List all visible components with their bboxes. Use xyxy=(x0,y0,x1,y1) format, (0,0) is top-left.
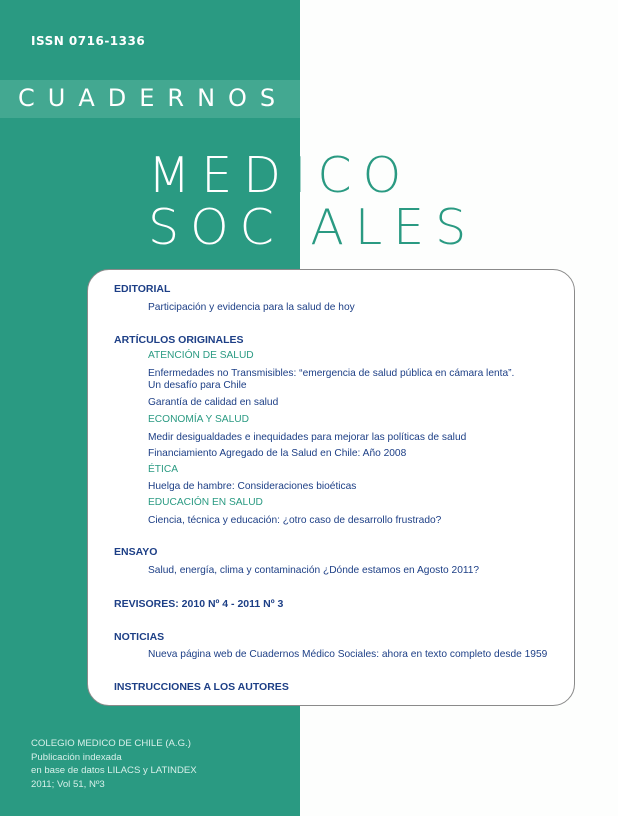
toc-item: Nueva página web de Cuadernos Médico Sociales: ahora en texto completo desde 1959 xyxy=(148,649,548,660)
subsection-educacion: EDUCACIÓN EN SALUD xyxy=(148,497,263,508)
title-line1-part-b: ICO xyxy=(291,147,413,204)
toc-item: Ciencia, técnica y educación: ¿otro caso de desarrollo frustrado? xyxy=(148,515,442,526)
title-line1-part-a: MED xyxy=(148,147,292,204)
subsection-economia: ECONOMÍA Y SALUD xyxy=(148,414,249,425)
toc-item: Participación y evidencia para la salud de hoy xyxy=(148,302,355,313)
title-line2-part-b: IALES xyxy=(284,199,478,256)
toc-item: Enfermedades no Transmisibles: “emergencia de salud pública en cámara lenta”. xyxy=(148,368,515,379)
issn-label: ISSN 0716-1336 xyxy=(31,34,146,48)
footer-volume: 2011; Vol 51, Nº3 xyxy=(31,778,105,790)
series-title: CUADERNOS xyxy=(18,84,289,112)
table-of-contents-box xyxy=(87,269,575,706)
section-revisores: REVISORES: 2010 Nº 4 - 2011 Nº 3 xyxy=(114,598,284,610)
section-articulos: ARTÍCULOS ORIGINALES xyxy=(114,334,244,346)
toc-item: Garantía de calidad en salud xyxy=(148,397,279,408)
toc-item: Financiamiento Agregado de la Salud en Chile: Año 2008 xyxy=(148,448,407,459)
toc-item: Huelga de hambre: Consideraciones bioéticas xyxy=(148,481,357,492)
subsection-etica: ÉTICA xyxy=(148,464,179,475)
section-ensayo: ENSAYO xyxy=(114,546,158,558)
journal-title-line1 xyxy=(148,147,413,204)
section-editorial: EDITORIAL xyxy=(114,283,171,295)
footer-databases: en base de datos LILACS y LATINDEX xyxy=(31,765,197,776)
subsection-atencion: ATENCIÓN DE SALUD xyxy=(148,350,254,361)
toc-item: Medir desigualdades e inequidades para mejorar las políticas de salud xyxy=(148,432,467,443)
section-noticias: NOTICIAS xyxy=(114,631,165,643)
title-line2-part-a: SOC xyxy=(148,199,285,256)
footer-indexed: Publicación indexada xyxy=(31,751,122,763)
toc-item: Salud, energía, clima y contaminación ¿Dónde estamos en Agosto 2011? xyxy=(148,565,480,576)
section-instrucciones: INSTRUCCIONES A LOS AUTORES xyxy=(114,681,289,693)
footer-publisher: COLEGIO MEDICO DE CHILE (A.G.) xyxy=(31,738,191,749)
journal-title-line2 xyxy=(148,199,478,256)
toc-item: Un desafío para Chile xyxy=(148,380,247,391)
publisher-footer xyxy=(31,737,197,791)
